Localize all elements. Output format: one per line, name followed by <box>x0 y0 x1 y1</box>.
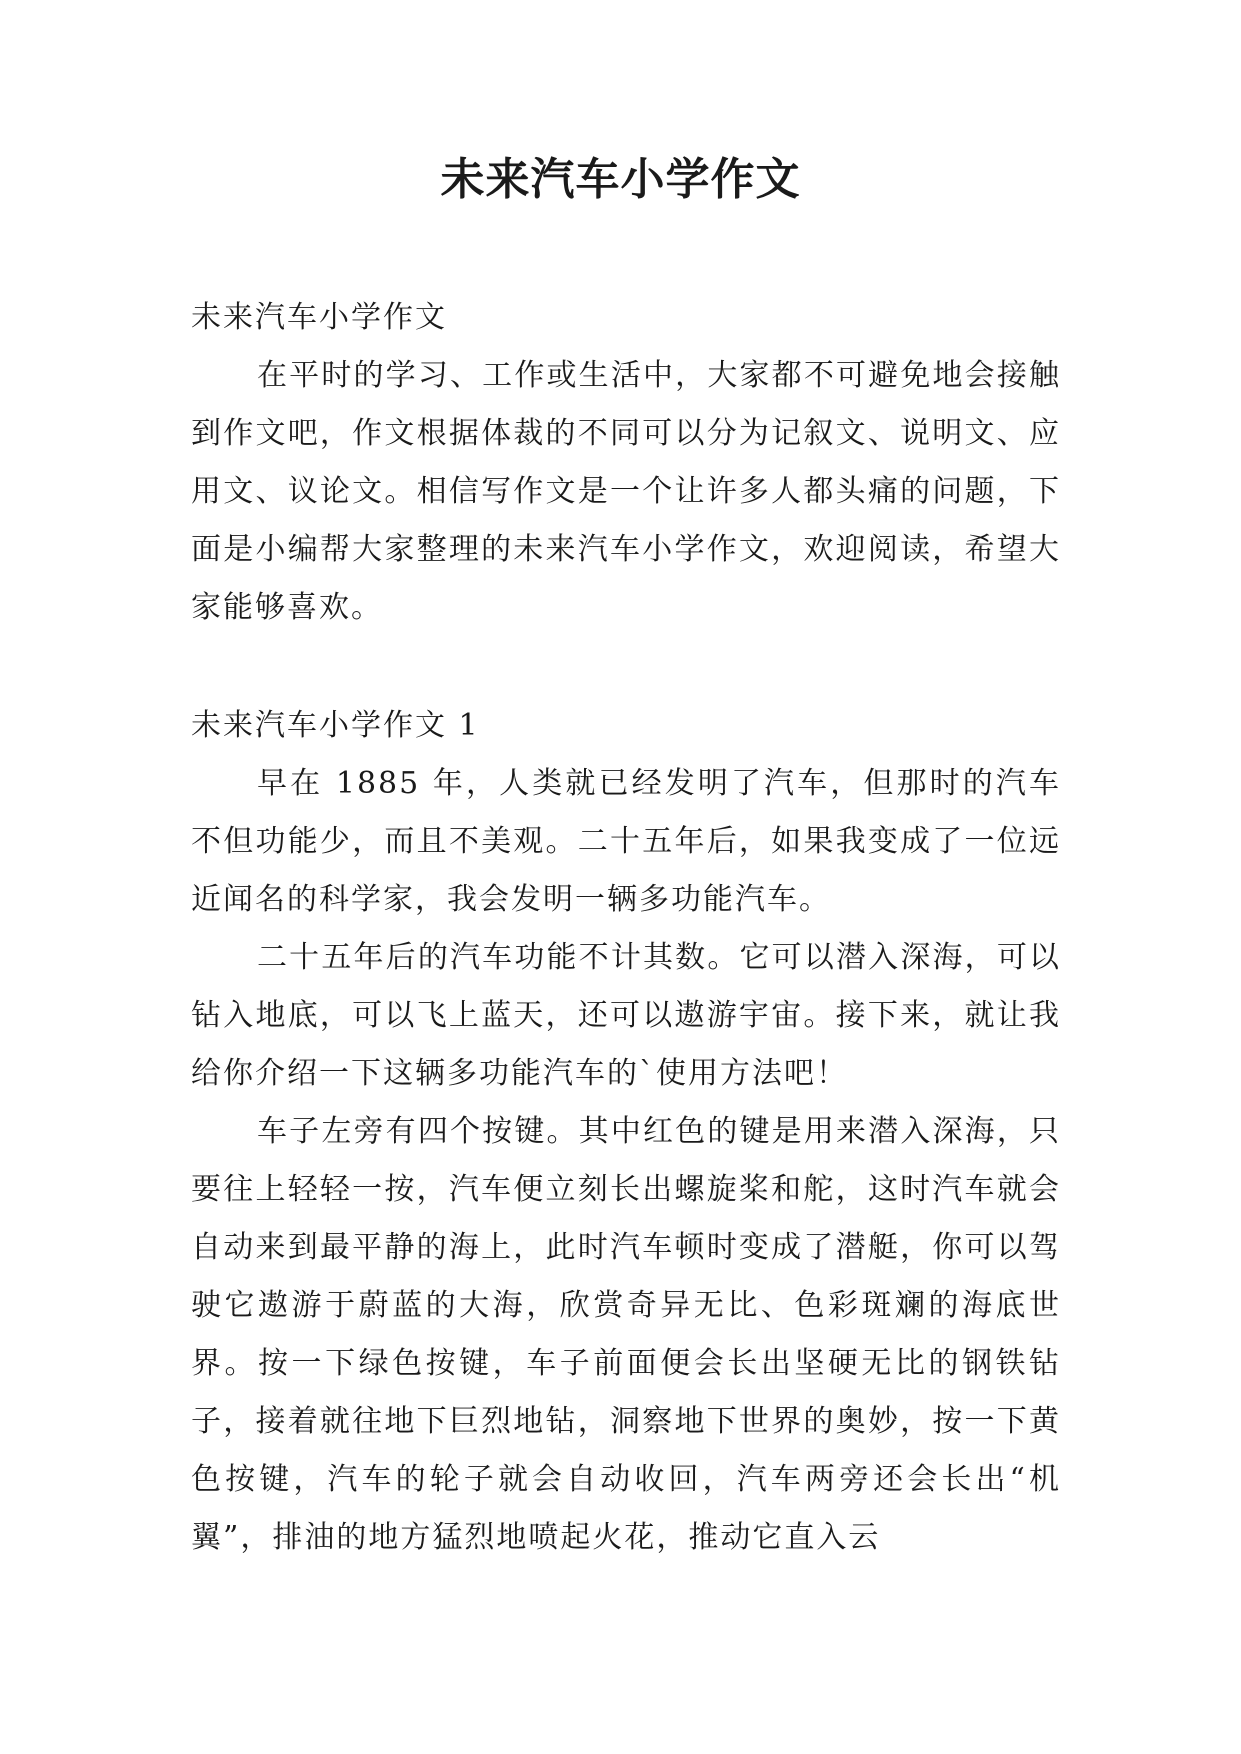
intro-paragraph: 在平时的学习、工作或生活中，大家都不可避免地会接触到作文吧，作文根据体裁的不同可以分为记叙文、说明文、应用文、议论文。相信写作文是一个让许多人都头痛的问题，下面是小编帮大家整理的未来汽车小学作文，欢迎阅读，希望大家能够喜欢。 <box>191 358 1061 625</box>
page-title: 未来汽车小学作文 <box>440 154 801 205</box>
essay-paragraph-2: 二十五年后的汽车功能不计其数。它可以潜入深海，可以钻入地底，可以飞上蓝天，还可以遨游宇宙。接下来，就让我给你介绍一下这辆多功能汽车的`使用方法吧！ <box>191 940 1061 1091</box>
essay-paragraph-1: 早在 1885 年，人类就已经发明了汽车，但那时的汽车不但功能少，而且不美观。二十五年后，如果我变成了一位远近闻名的科学家，我会发明一辆多功能汽车。 <box>191 766 1061 917</box>
essay-heading: 未来汽车小学作文 1 <box>191 708 480 743</box>
essay-paragraph-3: 车子左旁有四个按键。其中红色的键是用来潜入深海，只要往上轻轻一按，汽车便立刻长出螺旋桨和舵，这时汽车就会自动来到最平静的海上，此时汽车顿时变成了潜艇，你可以驾驶它遨游于蔚蓝的大海，欣赏奇异无比、色彩斑斓的海底世界。按一下绿色按键，车子前面便会长出坚硬无比的钢铁钻子，接着就往地下巨烈地钻，洞察地下世界的奥妙，按一下黄色按键，汽车的轮子就会自动收回，汽车两旁还会长出“机翼”，排油的地方猛烈地喷起火花，推动它直入云 <box>191 1114 1061 1555</box>
intro-heading: 未来汽车小学作文 <box>191 300 447 335</box>
